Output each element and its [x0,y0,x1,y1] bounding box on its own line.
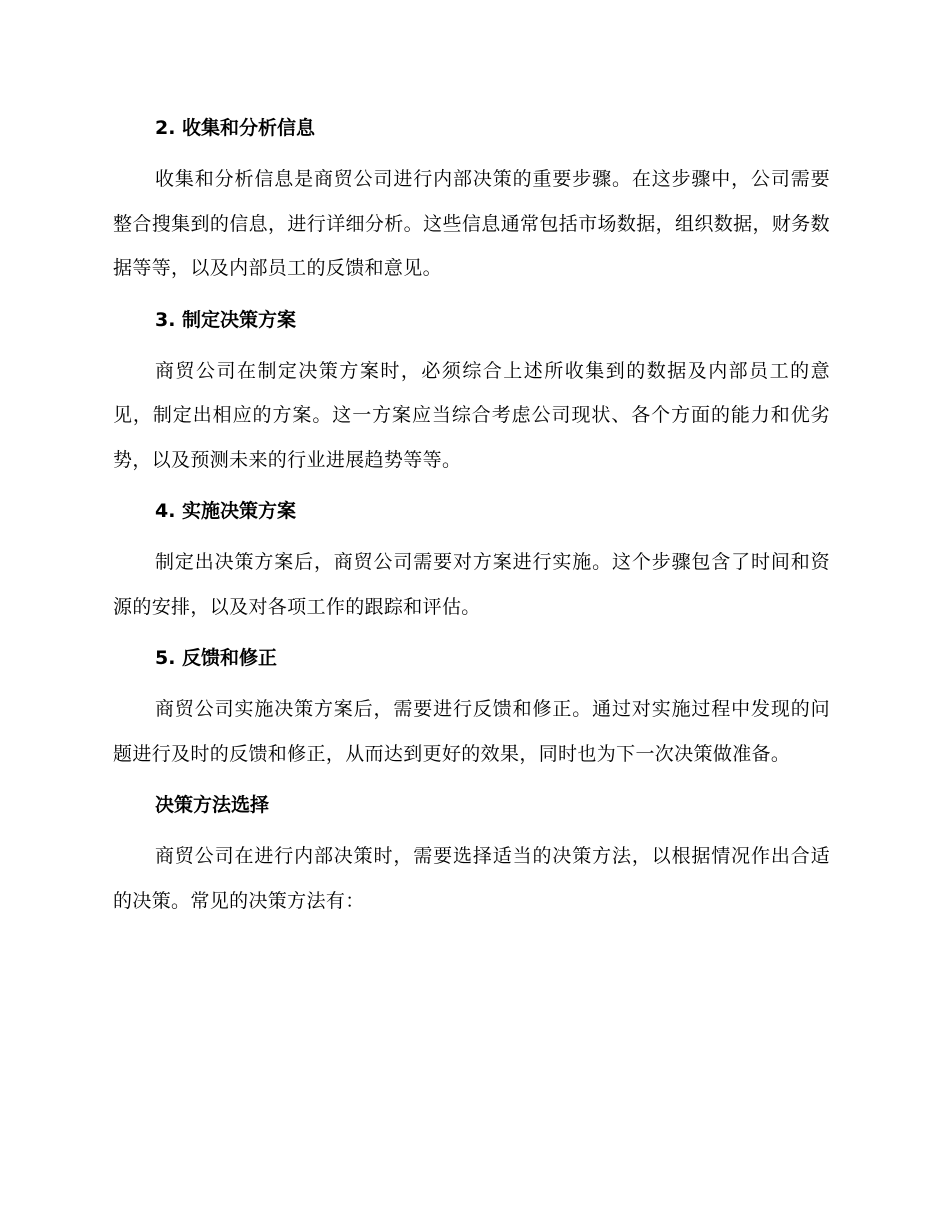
section-paragraph-decision-method: 商贸公司在进行内部决策时，需要选择适当的决策方法，以根据情况作出合适的决策。常见的决策方法有： [113,845,830,912]
section-paragraph-formulate-plan: 商贸公司在制定决策方案时，必须综合上述所收集到的数据及内部员工的意见，制定出相应的方案。这一方案应当综合考虑公司现状、各个方面的能力和优劣势，以及预测未来的行业进展趋势等等。 [113,359,830,471]
section-heading-collect-analyze: 2. 收集和分析信息 [155,117,316,139]
section-heading-feedback-revision: 5. 反馈和修正 [155,647,278,669]
section-paragraph-implement-plan: 制定出决策方案后，商贸公司需要对方案进行实施。这个步骤包含了时间和资源的安排，以及对各项工作的跟踪和评估。 [113,551,830,618]
section-heading-formulate-plan: 3. 制定决策方案 [155,308,297,331]
section-heading-decision-method: 决策方法选择 [155,794,270,816]
section-paragraph-feedback-revision: 商贸公司实施决策方案后，需要进行反馈和修正。通过对实施过程中发现的问题进行及时的反馈和修正，从而达到更好的效果，同时也为下一次决策做准备。 [113,698,830,765]
section-paragraph-collect-analyze: 收集和分析信息是商贸公司进行内部决策的重要步骤。在这步骤中，公司需要整合搜集到的信息，进行详细分析。这些信息通常包括市场数据，组织数据，财务数据等等，以及内部员工的反馈和意见。 [113,168,830,279]
document-page [113,112,830,936]
section-heading-implement-plan: 4. 实施决策方案 [155,500,297,522]
